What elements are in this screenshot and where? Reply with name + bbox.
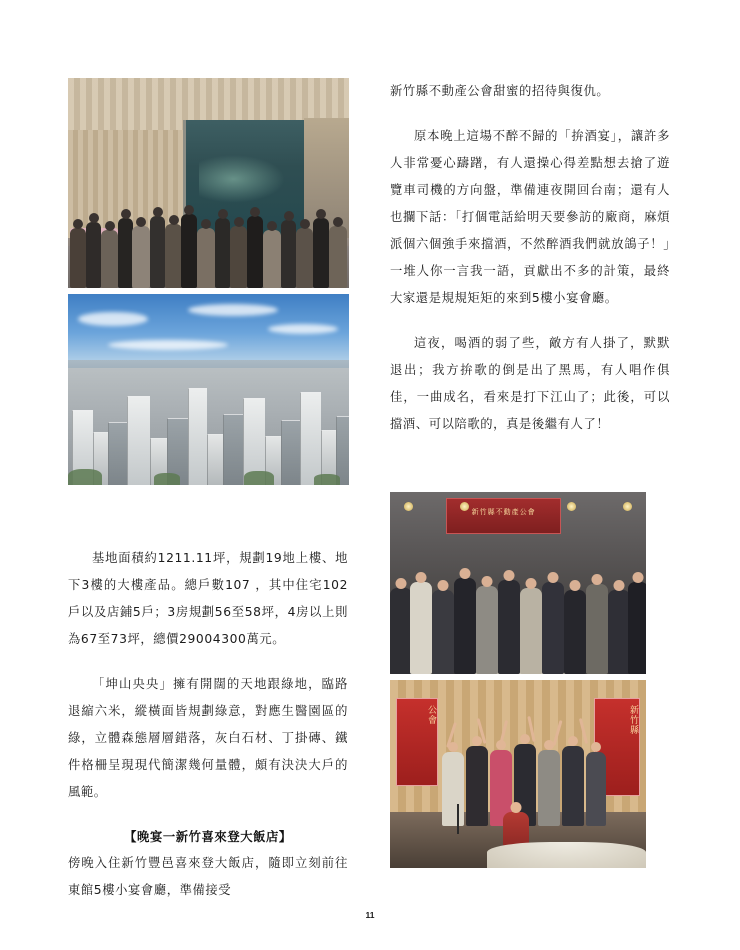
foreground-table	[487, 842, 646, 868]
paragraph-project-description: 「坤山央央」擁有開闊的天地跟綠地，臨路退縮六米，縱橫面皆規劃綠意，對應生醫園區的綠，立體森態層層錯落，灰白石材、丁掛磚、鐵件格柵呈現現代簡潔幾何量體，頗有決決大戶的風範。	[68, 677, 348, 799]
screen-text: 新竹縣不動產公會	[471, 508, 536, 516]
cloud	[108, 340, 228, 350]
cloud	[78, 312, 148, 326]
paragraph-night-singing: 這夜，喝酒的弱了些，敵方有人掛了，默默退出；我方拚歌的倒是出了黑馬，有人唱作俱佳，一曲成名，看來是打下江山了；此後，可以擋酒、可以陪歌的，真是後繼有人了！	[390, 336, 670, 431]
left-column-text	[68, 545, 348, 904]
cityscape	[68, 368, 349, 485]
photo-banquet-toast-round-table	[390, 492, 646, 674]
photo-stage-singing-group	[390, 680, 646, 868]
section-heading-banquet: 【晚宴一新竹喜來登大飯店】	[124, 830, 292, 844]
photo-city-skyline-aerial	[68, 294, 349, 485]
banner-left-association	[396, 698, 438, 786]
paragraph-association-welcome: 新竹縣不動產公會甜蜜的招待與復仇。	[390, 84, 610, 98]
cloud	[188, 304, 278, 316]
ceiling-lamp	[404, 502, 413, 511]
banner-left-text: 公會	[426, 705, 436, 725]
paragraph-site-area: 基地面積約1211.11坪，規劃19地上樓、地下3樓的大樓產品。總戶數107 ，其中住宅102戶以及店鋪5戶；3房規劃56至58坪，4房以上則為67至73坪，總價29004300萬元。	[68, 551, 348, 646]
cloud	[268, 324, 338, 334]
crowd-silhouettes	[68, 186, 349, 288]
person-red-jacket	[503, 812, 529, 846]
ceiling-lamp	[623, 502, 632, 511]
banner-right-text: 新竹縣	[628, 705, 638, 735]
photo-interior-event-crowd	[68, 78, 349, 288]
ceiling-lamp	[460, 502, 469, 511]
paragraph-drinking-banquet: 原本晚上這場不醉不歸的「拚酒宴」，讓許多人非常憂心躊躇，有人還操心得差點想去搶了遊覽車司機的方向盤，準備連夜開回台南；還有人也攔下話：「打個電話給明天要參訪的廠商，麻煩派個六個強手來擋酒，不然醉酒我們就放鴿子！」一堆人你一言我一語，貢獻出不多的計策，最終大家還是規規矩矩的來到5樓小宴會廳。	[390, 129, 670, 305]
right-column-text	[390, 78, 670, 438]
ceiling-lamp	[567, 502, 576, 511]
microphone-stand	[457, 804, 459, 834]
paragraph-hotel-checkin: 傍晚入住新竹豐邑喜來登大飯店，隨即立刻前往東館5樓小宴會廳，準備接受	[68, 856, 348, 897]
page-number: 11	[365, 910, 375, 920]
